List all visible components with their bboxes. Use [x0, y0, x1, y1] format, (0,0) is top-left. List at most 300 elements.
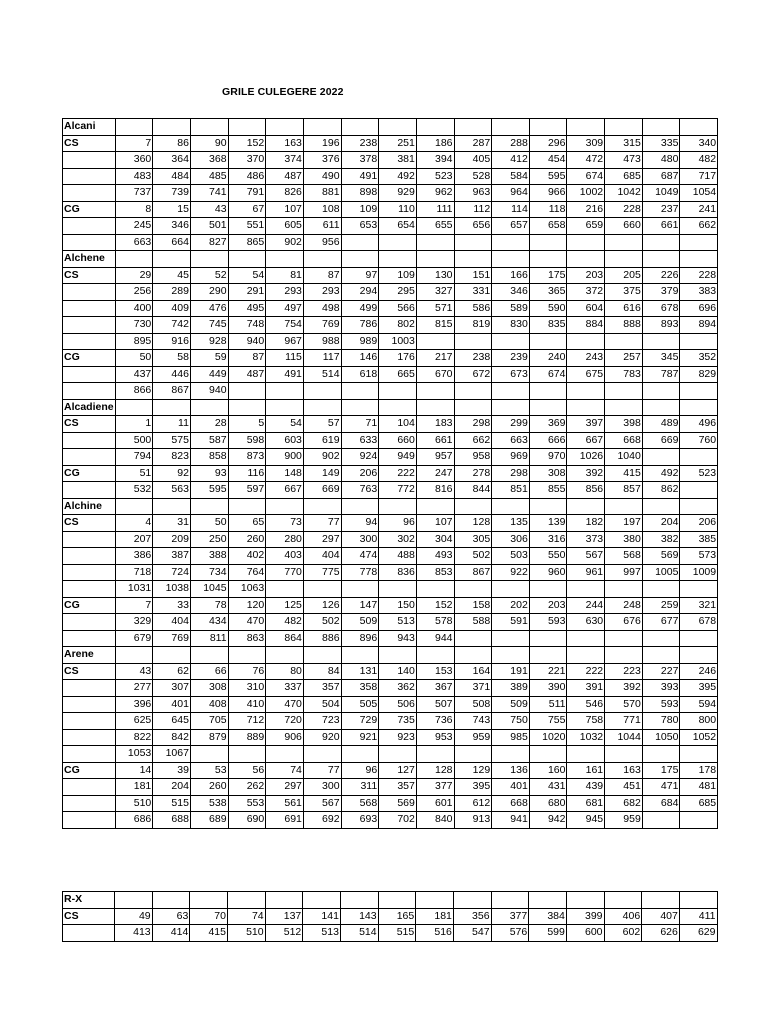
table-cell: 989 — [341, 333, 379, 350]
table-row — [63, 465, 718, 482]
table-cell: 488 — [379, 548, 417, 565]
table-cell: 625 — [115, 713, 153, 730]
table-cell: 633 — [341, 432, 379, 449]
table-cell: 277 — [115, 680, 153, 697]
table-cell: 250 — [190, 531, 228, 548]
table-cell: 595 — [190, 482, 228, 499]
row-label: CS — [63, 515, 116, 532]
table-cell — [266, 498, 304, 515]
table-cell: 247 — [416, 465, 454, 482]
row-label: CG — [63, 597, 116, 614]
table-cell: 941 — [492, 812, 530, 829]
answer-grid-halogen-derivatives — [62, 891, 718, 942]
table-cell: 602 — [604, 925, 642, 942]
table-cell: 191 — [492, 663, 530, 680]
table-cell: 597 — [228, 482, 266, 499]
table-cell: 245 — [115, 218, 153, 235]
table-cell: 1042 — [605, 185, 643, 202]
table-cell: 474 — [341, 548, 379, 565]
table-cell: 611 — [303, 218, 341, 235]
table-cell: 294 — [341, 284, 379, 301]
table-cell: 389 — [492, 680, 530, 697]
table-cell: 593 — [642, 696, 680, 713]
row-label: CG — [63, 201, 116, 218]
table-cell: 202 — [492, 597, 530, 614]
table-cell: 893 — [642, 317, 680, 334]
table-cell — [153, 119, 191, 136]
table-cell: 658 — [529, 218, 567, 235]
table-cell — [454, 251, 492, 268]
table-cell: 111 — [416, 201, 454, 218]
table-cell — [492, 251, 530, 268]
table-cell: 309 — [567, 135, 605, 152]
table-cell: 618 — [341, 366, 379, 383]
table-cell: 655 — [416, 218, 454, 235]
table-cell — [227, 892, 265, 909]
table-cell: 5 — [228, 416, 266, 433]
table-cell: 855 — [529, 482, 567, 499]
table-row — [63, 135, 718, 152]
table-cell: 775 — [303, 564, 341, 581]
table-cell: 87 — [303, 267, 341, 284]
table-cell: 74 — [227, 908, 265, 925]
table-cell: 663 — [115, 234, 153, 251]
table-cell: 663 — [492, 432, 530, 449]
table-cell: 867 — [153, 383, 191, 400]
table-cell — [567, 251, 605, 268]
table-cell: 573 — [680, 548, 718, 565]
table-cell: 678 — [680, 614, 718, 631]
table-cell: 660 — [379, 432, 417, 449]
table-row — [63, 531, 718, 548]
table-cell: 306 — [492, 531, 530, 548]
table-cell — [416, 498, 454, 515]
table-cell — [679, 892, 717, 909]
table-cell — [642, 630, 680, 647]
table-cell — [567, 498, 605, 515]
table-cell: 158 — [454, 597, 492, 614]
table-cell: 802 — [379, 317, 417, 334]
table-cell: 315 — [605, 135, 643, 152]
table-cell: 176 — [379, 350, 417, 367]
table-cell: 117 — [303, 350, 341, 367]
table-cell: 895 — [115, 333, 153, 350]
table-cell: 331 — [454, 284, 492, 301]
table-cell — [266, 581, 304, 598]
table-cell: 668 — [492, 795, 530, 812]
table-cell: 568 — [605, 548, 643, 565]
table-cell: 745 — [190, 317, 228, 334]
table-cell: 664 — [153, 234, 191, 251]
table-cell — [680, 498, 718, 515]
table-cell: 401 — [153, 696, 191, 713]
table-cell — [680, 746, 718, 763]
table-cell — [605, 333, 643, 350]
table-cell: 228 — [680, 267, 718, 284]
table-cell: 865 — [228, 234, 266, 251]
table-cell: 76 — [228, 663, 266, 680]
row-label: CG — [63, 465, 116, 482]
table-cell — [266, 647, 304, 664]
table-cell — [492, 647, 530, 664]
table-cell — [529, 234, 567, 251]
table-cell — [190, 251, 228, 268]
table-cell: 546 — [567, 696, 605, 713]
table-cell: 204 — [153, 779, 191, 796]
table-cell: 674 — [567, 168, 605, 185]
table-cell: 900 — [266, 449, 304, 466]
table-cell — [492, 234, 530, 251]
table-cell: 152 — [416, 597, 454, 614]
table-cell: 484 — [153, 168, 191, 185]
table-cell: 395 — [680, 680, 718, 697]
table-cell: 1031 — [115, 581, 153, 598]
table-row — [63, 614, 718, 631]
table-cell: 139 — [529, 515, 567, 532]
table-cell — [341, 581, 379, 598]
table-cell: 816 — [416, 482, 454, 499]
table-cell: 246 — [680, 663, 718, 680]
table-cell — [529, 746, 567, 763]
table-cell: 203 — [567, 267, 605, 284]
table-cell — [454, 581, 492, 598]
table-cell: 1032 — [567, 729, 605, 746]
table-cell: 822 — [115, 729, 153, 746]
table-cell — [680, 234, 718, 251]
table-cell — [605, 234, 643, 251]
table-cell — [416, 251, 454, 268]
table-cell: 748 — [228, 317, 266, 334]
table-cell: 137 — [265, 908, 303, 925]
table-cell: 87 — [228, 350, 266, 367]
row-label: Arene — [63, 647, 116, 664]
table-cell: 375 — [605, 284, 643, 301]
table-cell: 84 — [303, 663, 341, 680]
table-cell: 500 — [115, 432, 153, 449]
table-cell: 390 — [529, 680, 567, 697]
table-cell: 506 — [379, 696, 417, 713]
table-cell: 672 — [454, 366, 492, 383]
table-cell — [680, 333, 718, 350]
row-label — [63, 317, 116, 334]
table-cell: 787 — [642, 366, 680, 383]
table-cell: 603 — [266, 432, 304, 449]
table-cell: 653 — [341, 218, 379, 235]
table-cell: 496 — [680, 416, 718, 433]
table-cell: 405 — [454, 152, 492, 169]
table-cell: 7 — [115, 597, 153, 614]
table-cell: 692 — [303, 812, 341, 829]
table-cell: 676 — [605, 614, 643, 631]
table-cell: 310 — [228, 680, 266, 697]
table-cell: 943 — [379, 630, 417, 647]
table-cell: 178 — [680, 762, 718, 779]
row-label — [63, 383, 116, 400]
table-cell: 409 — [153, 300, 191, 317]
row-label: CG — [63, 350, 116, 367]
table-cell: 165 — [378, 908, 416, 925]
table-cell: 166 — [492, 267, 530, 284]
table-cell: 491 — [266, 366, 304, 383]
table-cell — [303, 383, 341, 400]
table-cell: 287 — [454, 135, 492, 152]
table-cell: 906 — [266, 729, 304, 746]
table-cell: 594 — [680, 696, 718, 713]
table-cell — [642, 581, 680, 598]
table-cell: 262 — [228, 779, 266, 796]
table-cell: 473 — [605, 152, 643, 169]
table-cell: 675 — [567, 366, 605, 383]
table-cell: 107 — [266, 201, 304, 218]
table-cell: 508 — [454, 696, 492, 713]
table-cell — [379, 119, 417, 136]
table-cell: 296 — [529, 135, 567, 152]
table-cell: 771 — [605, 713, 643, 730]
table-cell: 815 — [416, 317, 454, 334]
table-row — [63, 729, 718, 746]
table-cell: 228 — [605, 201, 643, 218]
table-cell: 750 — [492, 713, 530, 730]
table-cell — [642, 647, 680, 664]
table-row — [63, 300, 718, 317]
table-cell: 736 — [416, 713, 454, 730]
table-cell: 406 — [604, 908, 642, 925]
table-cell: 305 — [454, 531, 492, 548]
table-cell: 666 — [529, 432, 567, 449]
table-cell: 553 — [228, 795, 266, 812]
table-cell — [454, 333, 492, 350]
row-label — [63, 564, 116, 581]
table-cell — [454, 498, 492, 515]
table-cell: 1049 — [642, 185, 680, 202]
table-cell: 823 — [153, 449, 191, 466]
table-cell: 665 — [379, 366, 417, 383]
table-cell — [379, 498, 417, 515]
table-cell: 486 — [228, 168, 266, 185]
table-cell: 961 — [567, 564, 605, 581]
table-cell — [605, 119, 643, 136]
table-cell: 51 — [115, 465, 153, 482]
table-cell: 204 — [642, 515, 680, 532]
table-row — [63, 663, 718, 680]
table-row — [63, 350, 718, 367]
table-cell: 957 — [416, 449, 454, 466]
table-cell: 143 — [340, 908, 378, 925]
table-cell: 81 — [266, 267, 304, 284]
table-cell: 120 — [228, 597, 266, 614]
table-cell: 388 — [190, 548, 228, 565]
table-cell: 662 — [454, 432, 492, 449]
table-cell: 696 — [680, 300, 718, 317]
table-cell: 921 — [341, 729, 379, 746]
table-cell — [680, 399, 718, 416]
table-cell: 953 — [416, 729, 454, 746]
table-cell: 415 — [190, 925, 228, 942]
row-label — [63, 531, 116, 548]
table-cell: 741 — [190, 185, 228, 202]
table-cell: 705 — [190, 713, 228, 730]
table-cell: 130 — [416, 267, 454, 284]
table-cell: 316 — [529, 531, 567, 548]
table-cell: 684 — [642, 795, 680, 812]
table-cell: 131 — [341, 663, 379, 680]
table-cell — [642, 383, 680, 400]
table-cell: 605 — [266, 218, 304, 235]
table-cell: 669 — [642, 432, 680, 449]
table-cell — [491, 892, 529, 909]
table-cell: 678 — [642, 300, 680, 317]
table-cell: 575 — [153, 432, 191, 449]
table-cell: 227 — [642, 663, 680, 680]
table-cell — [454, 119, 492, 136]
table-cell — [115, 892, 153, 909]
table-cell: 604 — [567, 300, 605, 317]
table-cell: 507 — [416, 696, 454, 713]
table-cell: 493 — [416, 548, 454, 565]
table-cell: 377 — [416, 779, 454, 796]
table-cell — [529, 892, 567, 909]
table-cell: 729 — [341, 713, 379, 730]
table-cell: 401 — [492, 779, 530, 796]
table-cell — [680, 812, 718, 829]
table-cell: 382 — [642, 531, 680, 548]
table-cell: 516 — [416, 925, 454, 942]
table-cell: 512 — [265, 925, 303, 942]
table-cell: 54 — [266, 416, 304, 433]
table-cell: 688 — [153, 812, 191, 829]
table-cell: 679 — [115, 630, 153, 647]
table-cell: 7 — [115, 135, 153, 152]
table-cell — [265, 892, 303, 909]
table-cell: 830 — [492, 317, 530, 334]
table-cell: 67 — [228, 201, 266, 218]
table-cell: 702 — [379, 812, 417, 829]
table-cell: 203 — [529, 597, 567, 614]
table-cell — [680, 630, 718, 647]
table-cell: 413 — [115, 925, 153, 942]
table-cell — [416, 746, 454, 763]
table-cell: 881 — [303, 185, 341, 202]
table-cell: 720 — [266, 713, 304, 730]
table-cell: 114 — [492, 201, 530, 218]
table-cell: 197 — [605, 515, 643, 532]
table-cell: 730 — [115, 317, 153, 334]
table-cell: 485 — [190, 168, 228, 185]
table-row — [63, 317, 718, 334]
table-cell: 734 — [190, 564, 228, 581]
row-label — [63, 696, 116, 713]
table-cell: 626 — [642, 925, 680, 942]
table-cell — [416, 119, 454, 136]
table-cell: 593 — [529, 614, 567, 631]
table-cell — [529, 333, 567, 350]
table-cell: 616 — [605, 300, 643, 317]
table-cell: 345 — [642, 350, 680, 367]
answer-grid-hydrocarbons — [62, 118, 718, 829]
table-cell: 686 — [115, 812, 153, 829]
table-cell: 280 — [266, 531, 304, 548]
table-cell: 913 — [454, 812, 492, 829]
table-cell: 352 — [680, 350, 718, 367]
table-cell: 207 — [115, 531, 153, 548]
table-cell: 619 — [303, 432, 341, 449]
table-cell: 942 — [529, 812, 567, 829]
table-cell: 311 — [341, 779, 379, 796]
table-cell: 1020 — [529, 729, 567, 746]
table-cell: 290 — [190, 284, 228, 301]
table-cell: 657 — [492, 218, 530, 235]
table-cell: 763 — [341, 482, 379, 499]
table-cell: 362 — [379, 680, 417, 697]
table-cell — [379, 581, 417, 598]
table-cell — [266, 746, 304, 763]
table-cell: 528 — [454, 168, 492, 185]
table-cell — [303, 892, 341, 909]
table-cell — [604, 892, 642, 909]
table-cell: 862 — [642, 482, 680, 499]
table-cell: 57 — [303, 416, 341, 433]
table-cell — [680, 383, 718, 400]
table-cell: 717 — [680, 168, 718, 185]
table-cell: 108 — [303, 201, 341, 218]
table-cell — [190, 119, 228, 136]
table-cell — [642, 892, 680, 909]
table-cell: 503 — [492, 548, 530, 565]
table-cell: 612 — [454, 795, 492, 812]
table-cell — [454, 746, 492, 763]
table-cell: 718 — [115, 564, 153, 581]
table-cell: 515 — [378, 925, 416, 942]
table-cell: 373 — [567, 531, 605, 548]
table-cell: 760 — [680, 432, 718, 449]
table-cell: 148 — [266, 465, 304, 482]
table-cell: 356 — [453, 908, 491, 925]
table-cell: 857 — [605, 482, 643, 499]
table-cell — [642, 251, 680, 268]
table-cell: 538 — [190, 795, 228, 812]
table-cell: 566 — [379, 300, 417, 317]
row-label — [63, 218, 116, 235]
table-cell: 836 — [379, 564, 417, 581]
table-cell: 43 — [190, 201, 228, 218]
table-cell — [529, 647, 567, 664]
table-cell: 110 — [379, 201, 417, 218]
table-row — [63, 746, 718, 763]
table-cell: 239 — [492, 350, 530, 367]
table-cell: 724 — [153, 564, 191, 581]
table-cell: 39 — [153, 762, 191, 779]
table-cell: 379 — [642, 284, 680, 301]
table-row — [63, 416, 718, 433]
table-cell — [341, 251, 379, 268]
table-cell — [379, 234, 417, 251]
table-cell: 302 — [379, 531, 417, 548]
table-cell: 53 — [190, 762, 228, 779]
table-cell: 769 — [303, 317, 341, 334]
table-cell: 791 — [228, 185, 266, 202]
table-cell — [153, 498, 191, 515]
table-cell: 80 — [266, 663, 304, 680]
table-cell: 685 — [605, 168, 643, 185]
table-cell: 769 — [153, 630, 191, 647]
table-cell — [492, 119, 530, 136]
table-cell: 667 — [567, 432, 605, 449]
table-cell: 128 — [416, 762, 454, 779]
table-cell: 136 — [492, 762, 530, 779]
table-cell: 152 — [228, 135, 266, 152]
table-cell: 118 — [529, 201, 567, 218]
table-cell: 378 — [341, 152, 379, 169]
